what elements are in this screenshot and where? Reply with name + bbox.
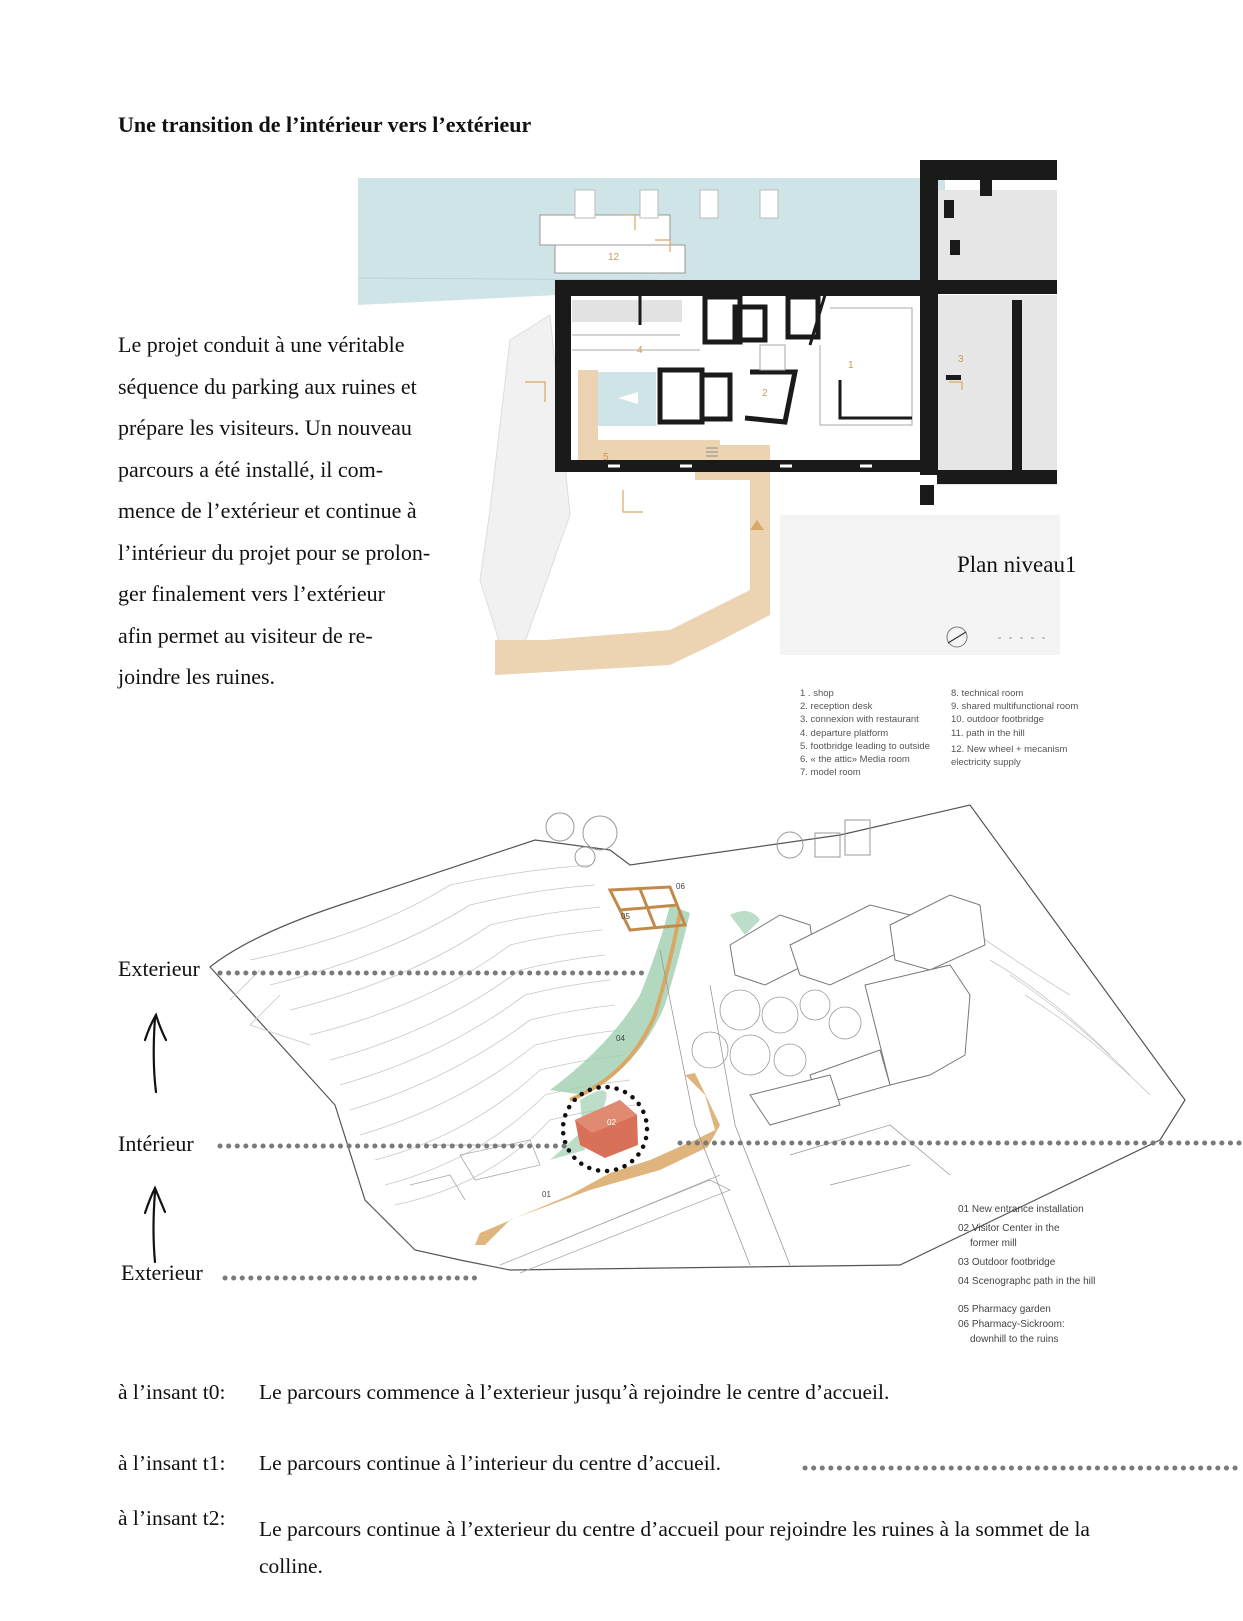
legend-item: 5. footbridge leading to outside [800,740,930,752]
step-key: à l’insant t2: [118,1506,226,1530]
room-number-3: 3 [958,354,964,365]
legend-item: 05 Pharmacy garden [958,1304,1051,1315]
room-number-4: 4 [637,345,643,356]
intro-line: parcours a été installé, il com- [118,456,384,482]
intro-line: séquence du parking aux ruines et [118,373,417,399]
arrow-up-icon [154,1192,156,1262]
legend-item: 4. departure platform [800,727,889,739]
legend-item: 8. technical room [951,688,1024,699]
step-t0 [118,1380,889,1405]
intro-line: prépare les visiteurs. Un nouveau [118,415,412,440]
site-number-02: 02 [607,1118,616,1127]
intro-line: mence de l’extérieur et continue à [118,498,417,523]
intro-line: joindre les ruines. [118,664,276,689]
legend-item: 1 . shop [800,688,834,699]
page-title: Une transition de l’intérieur vers l’extérieur [118,112,532,137]
legend-item: 02 Visitor Center in the [958,1223,1060,1234]
intro-line: afin permet au visiteur de re- [118,622,373,648]
legend-item: 06 Pharmacy-Sickroom: [958,1319,1065,1330]
legend-item: 04 Scenographc path in the hill [958,1276,1096,1287]
site-number-06: 06 [676,882,685,891]
site-number-04: 04 [616,1034,625,1043]
site-number-05: 05 [621,912,630,921]
step-text: Le parcours commence à l’exterieur jusqu’à rejoindre le centre d’accueil. [259,1380,890,1404]
room-number-1: 1 [848,360,854,371]
plan-label: Plan niveau1 [957,552,1077,577]
level-label-exterieur-bottom: Exterieur [121,1260,203,1285]
intro-line: l’intérieur du projet pour se prolon- [118,539,431,565]
level-label-interieur: Intérieur [118,1131,194,1156]
step-key: à l’insant t1: [118,1451,226,1475]
site-number-01: 01 [542,1190,551,1199]
legend-item: 01 New entrance installation [958,1204,1084,1215]
legend-item: 12. New wheel + mecanism [951,743,1068,755]
legend-item: 3. connexion with restaurant [800,714,919,726]
legend-item: 10. outdoor footbridge [951,714,1044,726]
room-number-2: 2 [762,388,768,399]
intro-line: Le projet conduit à une véritable [118,332,405,357]
legend-item: 7. model room [800,767,861,779]
step-key: à l’insant t0: [118,1380,226,1404]
legend-item: 6. « the attic» Media room [800,754,910,766]
step-text: Le parcours continue à l’exterieur du centre d’accueil pour rejoindre les ruines à la sommet de la colline. [259,1517,1090,1578]
legend-item: 03 Outdoor footbridge [958,1257,1056,1268]
room-number-12: 12 [608,252,620,263]
legend-item: 11. path in the hill [951,727,1025,739]
level-label-exterieur-top: Exterieur [118,956,200,981]
arrow-up-icon [154,1018,156,1092]
legend-item: 9. shared multifunctional room [951,701,1079,713]
step-t1 [118,1451,721,1476]
site-legend [958,1202,1095,1347]
intro-line: ger finalement vers l’extérieur [118,581,385,606]
legend-item: downhill to the ruins [970,1334,1059,1345]
legend-item: former mill [970,1238,1017,1249]
legend-item: electricity supply [951,757,1021,769]
step-text: Le parcours continue à l’interieur du centre d’accueil. [259,1451,722,1475]
room-number-5: 5 [603,452,609,463]
legend-item: 2. reception desk [800,701,873,713]
